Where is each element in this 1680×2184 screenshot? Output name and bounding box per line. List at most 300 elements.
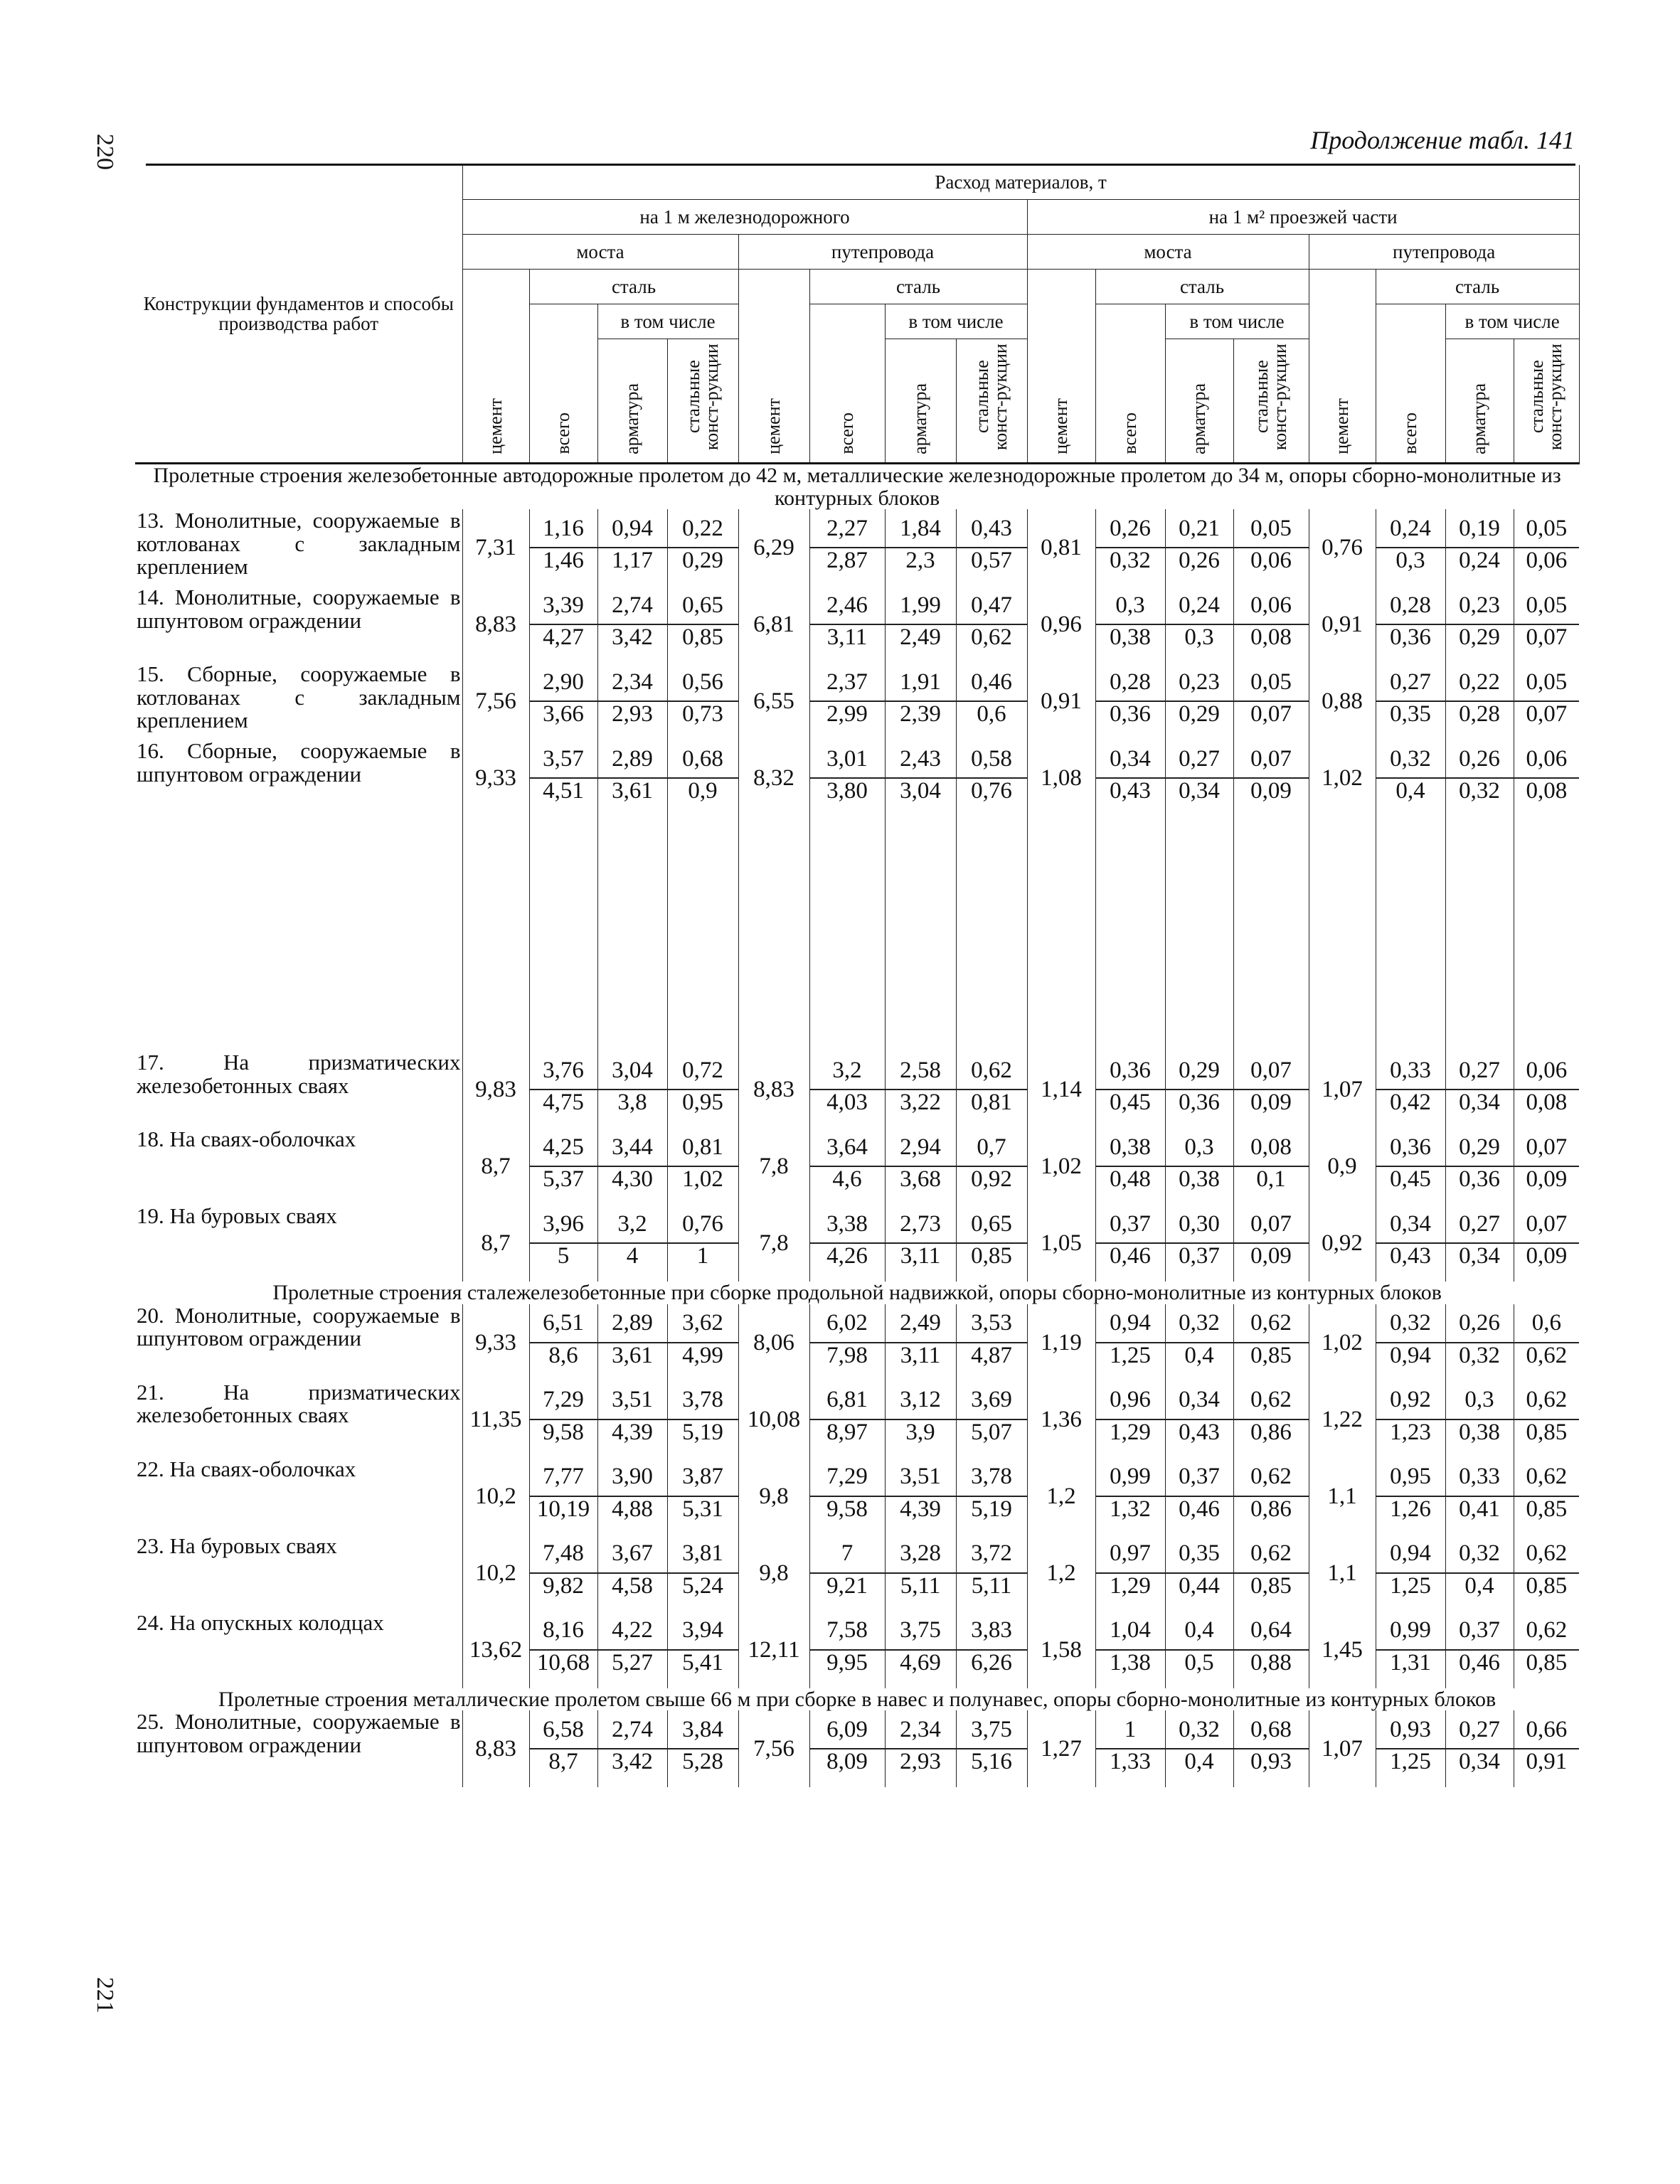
value-cell-alt: 8,7 bbox=[529, 1749, 597, 1787]
value-cell: 0,3 bbox=[1165, 1128, 1233, 1166]
value-cell: 6,58 bbox=[529, 1710, 597, 1749]
value-cell-alt: 0,34 bbox=[1165, 778, 1233, 816]
value-cell: 0,3 bbox=[1095, 586, 1165, 624]
value-cell-alt: 0,46 bbox=[1445, 1650, 1514, 1688]
value-cell: 0,32 bbox=[1165, 1304, 1233, 1343]
value-cell: 6,51 bbox=[529, 1304, 597, 1343]
value-cell: 2,58 bbox=[885, 1051, 956, 1090]
value-cell: 0,65 bbox=[956, 1205, 1027, 1243]
value-cell: 0,37 bbox=[1095, 1205, 1165, 1243]
value-cell-alt: 0,93 bbox=[1233, 1749, 1309, 1787]
value-cell-alt: 4,87 bbox=[956, 1343, 1027, 1381]
value-cell-alt: 0,36 bbox=[1376, 624, 1445, 663]
header-steel-struct: стальные конст-рукции bbox=[1514, 339, 1579, 464]
value-cell: 3,2 bbox=[809, 1051, 885, 1090]
value-cell: 3,53 bbox=[956, 1304, 1027, 1343]
value-cell: 0,05 bbox=[1233, 509, 1309, 548]
value-cell: 3,51 bbox=[597, 1381, 667, 1419]
value-cell: 0,37 bbox=[1165, 1458, 1233, 1496]
value-cell-alt: 5,19 bbox=[956, 1496, 1027, 1535]
value-cell: 2,34 bbox=[597, 663, 667, 701]
value-cell: 3,62 bbox=[667, 1304, 738, 1343]
value-cell: 7,48 bbox=[529, 1535, 597, 1573]
value-cell-alt: 5,19 bbox=[667, 1419, 738, 1458]
value-cell-alt: 5,28 bbox=[667, 1749, 738, 1787]
header-cement: цемент bbox=[1309, 270, 1376, 464]
value-cell: 4,25 bbox=[529, 1128, 597, 1166]
cement-value: 0,76 bbox=[1309, 509, 1376, 586]
value-cell: 0,68 bbox=[1233, 1710, 1309, 1749]
header-including: в том числе bbox=[597, 304, 738, 339]
value-cell: 0,99 bbox=[1376, 1612, 1445, 1650]
table-row bbox=[135, 1458, 1579, 1496]
cement-value: 0,91 bbox=[1309, 586, 1376, 663]
value-cell: 3,01 bbox=[809, 740, 885, 778]
value-cell: 0,24 bbox=[1165, 586, 1233, 624]
value-cell-alt: 2,93 bbox=[885, 1749, 956, 1787]
row-name: 25. Монолитные, сооружаемые в шпунтовом ограждении bbox=[137, 1709, 461, 1757]
value-cell: 0,33 bbox=[1376, 1051, 1445, 1090]
value-cell-alt: 0,28 bbox=[1445, 701, 1514, 740]
value-cell: 3,38 bbox=[809, 1205, 885, 1243]
cement-value: 1,02 bbox=[1027, 1128, 1095, 1205]
value-cell-alt: 5,37 bbox=[529, 1166, 597, 1205]
value-cell-alt: 0,29 bbox=[1445, 624, 1514, 663]
value-cell-alt: 0,32 bbox=[1095, 548, 1165, 586]
value-cell-alt: 0,35 bbox=[1376, 701, 1445, 740]
value-cell: 3,90 bbox=[597, 1458, 667, 1496]
value-cell: 0,26 bbox=[1445, 1304, 1514, 1343]
value-cell-alt: 0,08 bbox=[1514, 1090, 1579, 1128]
value-cell: 7 bbox=[809, 1535, 885, 1573]
value-cell-alt: 9,58 bbox=[809, 1496, 885, 1535]
value-cell-alt: 4,27 bbox=[529, 624, 597, 663]
value-cell-alt: 4,39 bbox=[597, 1419, 667, 1458]
value-cell: 0,62 bbox=[956, 1051, 1027, 1090]
cement-value: 0,92 bbox=[1309, 1205, 1376, 1282]
value-cell: 3,64 bbox=[809, 1128, 885, 1166]
value-cell: 2,49 bbox=[885, 1304, 956, 1343]
value-cell-alt: 0,88 bbox=[1233, 1650, 1309, 1688]
value-cell: 3,69 bbox=[956, 1381, 1027, 1419]
cement-value: 1,36 bbox=[1027, 1381, 1095, 1458]
cement-value: 7,56 bbox=[738, 1710, 809, 1787]
gap-cell bbox=[1376, 816, 1445, 1051]
value-cell-alt: 3,42 bbox=[597, 1749, 667, 1787]
value-cell-alt: 0,85 bbox=[1233, 1343, 1309, 1381]
value-cell: 3,78 bbox=[956, 1458, 1027, 1496]
value-cell: 0,30 bbox=[1165, 1205, 1233, 1243]
value-cell-alt: 1,46 bbox=[529, 548, 597, 586]
blank-gap-row bbox=[135, 816, 1579, 1051]
value-cell: 0,27 bbox=[1165, 740, 1233, 778]
cement-value: 1,22 bbox=[1309, 1381, 1376, 1458]
value-cell: 0,62 bbox=[1233, 1458, 1309, 1496]
value-cell: 0,72 bbox=[667, 1051, 738, 1090]
value-cell: 0,94 bbox=[1095, 1304, 1165, 1343]
section-title-row bbox=[135, 464, 1579, 510]
value-cell-alt: 0,43 bbox=[1376, 1243, 1445, 1282]
row-name: 19. На буровых сваях bbox=[137, 1203, 337, 1229]
gap-cell bbox=[1445, 816, 1514, 1051]
value-cell-alt: 6,26 bbox=[956, 1650, 1027, 1688]
cement-value: 12,11 bbox=[738, 1612, 809, 1688]
value-cell-alt: 0,4 bbox=[1376, 778, 1445, 816]
row-label-header: Конструкции фундаментов и способы производства работ bbox=[135, 165, 462, 464]
value-cell-alt: 0,81 bbox=[956, 1090, 1027, 1128]
row-name: 20. Монолитные, сооружаемые в шпунтовом ограждении bbox=[137, 1302, 461, 1351]
value-cell: 7,29 bbox=[809, 1458, 885, 1496]
cement-value: 0,88 bbox=[1309, 663, 1376, 740]
value-cell: 0,21 bbox=[1165, 509, 1233, 548]
value-cell-alt: 0,1 bbox=[1233, 1166, 1309, 1205]
cement-value: 8,32 bbox=[738, 740, 809, 816]
value-cell-alt: 8,09 bbox=[809, 1749, 885, 1787]
value-cell-alt: 0,48 bbox=[1095, 1166, 1165, 1205]
value-cell-alt: 0,36 bbox=[1095, 701, 1165, 740]
gap-cell bbox=[1309, 816, 1376, 1051]
value-cell: 3,04 bbox=[597, 1051, 667, 1090]
value-cell: 3,94 bbox=[667, 1612, 738, 1650]
value-cell-alt: 0,34 bbox=[1445, 1243, 1514, 1282]
cement-value: 1,1 bbox=[1309, 1535, 1376, 1612]
value-cell-alt: 4,6 bbox=[809, 1166, 885, 1205]
cement-value: 1,08 bbox=[1027, 740, 1095, 816]
value-cell: 0,62 bbox=[1514, 1381, 1579, 1419]
value-cell-alt: 2,49 bbox=[885, 624, 956, 663]
value-cell: 0,26 bbox=[1095, 509, 1165, 548]
value-cell: 2,90 bbox=[529, 663, 597, 701]
value-cell-alt: 0,85 bbox=[1233, 1573, 1309, 1612]
table-row bbox=[135, 1612, 1579, 1650]
value-cell-alt: 3,61 bbox=[597, 1343, 667, 1381]
cement-value: 8,7 bbox=[462, 1128, 529, 1205]
value-cell-alt: 0,4 bbox=[1445, 1573, 1514, 1612]
value-cell-alt: 0,09 bbox=[1514, 1243, 1579, 1282]
cement-value: 7,8 bbox=[738, 1205, 809, 1282]
cement-value: 1,58 bbox=[1027, 1612, 1095, 1688]
value-cell-alt: 0,08 bbox=[1233, 624, 1309, 663]
value-cell: 7,29 bbox=[529, 1381, 597, 1419]
value-cell: 0,26 bbox=[1445, 740, 1514, 778]
row-name: 22. На сваях-оболочках bbox=[137, 1456, 356, 1481]
value-cell-alt: 1,25 bbox=[1376, 1573, 1445, 1612]
value-cell-alt: 0,45 bbox=[1095, 1090, 1165, 1128]
value-cell: 3,57 bbox=[529, 740, 597, 778]
value-cell-alt: 3,66 bbox=[529, 701, 597, 740]
value-cell-alt: 3,68 bbox=[885, 1166, 956, 1205]
value-cell-alt: 0,07 bbox=[1233, 701, 1309, 740]
value-cell-alt: 0,85 bbox=[1514, 1419, 1579, 1458]
cement-value: 1,14 bbox=[1027, 1051, 1095, 1128]
value-cell-alt: 9,21 bbox=[809, 1573, 885, 1612]
value-cell-alt: 0,06 bbox=[1514, 548, 1579, 586]
header-including: в том числе bbox=[885, 304, 1027, 339]
value-cell: 0,06 bbox=[1514, 740, 1579, 778]
header-materials: Расход материалов, т bbox=[462, 165, 1579, 200]
value-cell: 0,27 bbox=[1376, 663, 1445, 701]
value-cell-alt: 0,46 bbox=[1165, 1496, 1233, 1535]
value-cell: 0,32 bbox=[1376, 1304, 1445, 1343]
value-cell: 0,27 bbox=[1445, 1205, 1514, 1243]
value-cell: 2,74 bbox=[597, 1710, 667, 1749]
header-steel: сталь bbox=[809, 270, 1027, 304]
value-cell: 0,62 bbox=[1514, 1458, 1579, 1496]
value-cell-alt: 0,37 bbox=[1165, 1243, 1233, 1282]
cement-value: 7,8 bbox=[738, 1128, 809, 1205]
value-cell-alt: 1 bbox=[667, 1243, 738, 1282]
value-cell-alt: 2,87 bbox=[809, 548, 885, 586]
row-name: 15. Сборные, сооружаемые в котлованах с закладным креплением bbox=[137, 661, 461, 733]
value-cell: 1,04 bbox=[1095, 1612, 1165, 1650]
value-cell-alt: 0,6 bbox=[956, 701, 1027, 740]
cement-value: 1,02 bbox=[1309, 740, 1376, 816]
header-bridge: моста bbox=[1027, 235, 1309, 270]
gap-cell bbox=[529, 816, 597, 1051]
cement-value: 6,81 bbox=[738, 586, 809, 663]
value-cell: 2,46 bbox=[809, 586, 885, 624]
cement-value: 1,05 bbox=[1027, 1205, 1095, 1282]
value-cell: 0,27 bbox=[1445, 1051, 1514, 1090]
value-cell: 0,62 bbox=[1233, 1304, 1309, 1343]
value-cell: 0,66 bbox=[1514, 1710, 1579, 1749]
gap-cell bbox=[738, 816, 809, 1051]
value-cell-alt: 5 bbox=[529, 1243, 597, 1282]
value-cell: 3,39 bbox=[529, 586, 597, 624]
value-cell-alt: 0,07 bbox=[1514, 624, 1579, 663]
value-cell-alt: 0,3 bbox=[1165, 624, 1233, 663]
row-name: 23. На буровых сваях bbox=[137, 1533, 337, 1558]
materials-table bbox=[135, 165, 1580, 1787]
value-cell: 2,43 bbox=[885, 740, 956, 778]
value-cell-alt: 10,68 bbox=[529, 1650, 597, 1688]
value-cell-alt: 2,99 bbox=[809, 701, 885, 740]
value-cell: 1,84 bbox=[885, 509, 956, 548]
value-cell: 0,37 bbox=[1445, 1612, 1514, 1650]
table-row bbox=[135, 1304, 1579, 1343]
value-cell: 1,91 bbox=[885, 663, 956, 701]
value-cell-alt: 0,26 bbox=[1165, 548, 1233, 586]
value-cell-alt: 5,07 bbox=[956, 1419, 1027, 1458]
value-cell: 0,38 bbox=[1095, 1128, 1165, 1166]
row-name: 24. На опускных колодцах bbox=[137, 1609, 384, 1635]
value-cell-alt: 0,86 bbox=[1233, 1419, 1309, 1458]
value-cell-alt: 4,30 bbox=[597, 1166, 667, 1205]
section-title-row bbox=[135, 1282, 1579, 1304]
value-cell: 0,4 bbox=[1165, 1612, 1233, 1650]
gap-cell bbox=[597, 816, 667, 1051]
value-cell-alt: 3,9 bbox=[885, 1419, 956, 1458]
value-cell-alt: 8,6 bbox=[529, 1343, 597, 1381]
value-cell: 3,81 bbox=[667, 1535, 738, 1573]
gap-cell bbox=[1514, 816, 1579, 1051]
value-cell: 0,7 bbox=[956, 1128, 1027, 1166]
cement-value: 8,83 bbox=[738, 1051, 809, 1128]
header-total: всего bbox=[529, 304, 597, 464]
value-cell-alt: 0,86 bbox=[1233, 1496, 1309, 1535]
value-cell-alt: 0,34 bbox=[1445, 1090, 1514, 1128]
cement-value: 1,07 bbox=[1309, 1051, 1376, 1128]
value-cell-alt: 2,3 bbox=[885, 548, 956, 586]
value-cell: 0,24 bbox=[1376, 509, 1445, 548]
value-cell-alt: 5,27 bbox=[597, 1650, 667, 1688]
header-steel-struct: стальные конст-рукции bbox=[1233, 339, 1309, 464]
value-cell-alt: 0,32 bbox=[1445, 1343, 1514, 1381]
value-cell-alt: 5,11 bbox=[956, 1573, 1027, 1612]
cement-value: 11,35 bbox=[462, 1381, 529, 1458]
cement-value: 1,02 bbox=[1309, 1304, 1376, 1381]
value-cell: 0,05 bbox=[1514, 509, 1579, 548]
value-cell-alt: 1,38 bbox=[1095, 1650, 1165, 1688]
row-name: 14. Монолитные, сооружаемые в шпунтовом ограждении bbox=[137, 585, 461, 633]
value-cell: 0,47 bbox=[956, 586, 1027, 624]
value-cell: 3,44 bbox=[597, 1128, 667, 1166]
value-cell: 3,72 bbox=[956, 1535, 1027, 1573]
value-cell-alt: 0,32 bbox=[1445, 778, 1514, 816]
section-title: Пролетные строения металлические пролетом свыше 66 м при сборке в навес и полунавес, опоры сборно-монолитные из контурных блоков bbox=[218, 1687, 1496, 1711]
value-cell: 0,94 bbox=[597, 509, 667, 548]
cement-value: 6,55 bbox=[738, 663, 809, 740]
header-steel-struct: стальные конст-рукции bbox=[956, 339, 1027, 464]
cement-value: 7,56 bbox=[462, 663, 529, 740]
header-steel-struct: стальные конст-рукции bbox=[667, 339, 738, 464]
value-cell-alt: 1,25 bbox=[1095, 1343, 1165, 1381]
value-cell: 0,06 bbox=[1514, 1051, 1579, 1090]
value-cell: 0,64 bbox=[1233, 1612, 1309, 1650]
value-cell-alt: 0,41 bbox=[1445, 1496, 1514, 1535]
header-rebar: арматура bbox=[1165, 339, 1233, 464]
cement-value: 8,83 bbox=[462, 586, 529, 663]
cement-value: 7,31 bbox=[462, 509, 529, 586]
header-steel: сталь bbox=[1095, 270, 1309, 304]
value-cell-alt: 10,19 bbox=[529, 1496, 597, 1535]
value-cell-alt: 0,09 bbox=[1233, 1243, 1309, 1282]
value-cell: 0,19 bbox=[1445, 509, 1514, 548]
cement-value: 6,29 bbox=[738, 509, 809, 586]
value-cell: 1,16 bbox=[529, 509, 597, 548]
value-cell-alt: 0,07 bbox=[1514, 701, 1579, 740]
value-cell: 3,83 bbox=[956, 1612, 1027, 1650]
value-cell-alt: 0,44 bbox=[1165, 1573, 1233, 1612]
value-cell: 0,23 bbox=[1165, 663, 1233, 701]
value-cell: 0,07 bbox=[1514, 1205, 1579, 1243]
value-cell-alt: 0,94 bbox=[1376, 1343, 1445, 1381]
cement-value: 13,62 bbox=[462, 1612, 529, 1688]
value-cell-alt: 5,11 bbox=[885, 1573, 956, 1612]
value-cell-alt: 1,23 bbox=[1376, 1419, 1445, 1458]
gap-cell bbox=[885, 816, 956, 1051]
value-cell: 0,76 bbox=[667, 1205, 738, 1243]
value-cell-alt: 0,5 bbox=[1165, 1650, 1233, 1688]
value-cell: 3,84 bbox=[667, 1710, 738, 1749]
table-row bbox=[135, 1051, 1579, 1090]
header-overpass: путепровода bbox=[1309, 235, 1579, 270]
row-name: 18. На сваях-оболочках bbox=[137, 1126, 356, 1152]
value-cell: 2,27 bbox=[809, 509, 885, 548]
value-cell-alt: 0,9 bbox=[667, 778, 738, 816]
header-per-road: на 1 м² проезжей части bbox=[1027, 200, 1579, 235]
header-overpass: путепровода bbox=[738, 235, 1027, 270]
row-name: 17. На призматических железобетонных сваях bbox=[137, 1050, 461, 1098]
cement-value: 1,2 bbox=[1027, 1535, 1095, 1612]
cement-value: 1,1 bbox=[1309, 1458, 1376, 1535]
cement-value: 8,7 bbox=[462, 1205, 529, 1282]
value-cell-alt: 3,04 bbox=[885, 778, 956, 816]
value-cell-alt: 0,36 bbox=[1445, 1166, 1514, 1205]
row-name: 13. Монолитные, сооружаемые в котлованах с закладным креплением bbox=[137, 508, 461, 580]
value-cell: 0,34 bbox=[1095, 740, 1165, 778]
header-total: всего bbox=[1095, 304, 1165, 464]
value-cell-alt: 4,39 bbox=[885, 1496, 956, 1535]
value-cell-alt: 7,98 bbox=[809, 1343, 885, 1381]
value-cell-alt: 5,24 bbox=[667, 1573, 738, 1612]
value-cell: 3,87 bbox=[667, 1458, 738, 1496]
value-cell-alt: 1,29 bbox=[1095, 1419, 1165, 1458]
value-cell-alt: 3,11 bbox=[809, 624, 885, 663]
value-cell-alt: 0,42 bbox=[1376, 1090, 1445, 1128]
value-cell-alt: 0,95 bbox=[667, 1090, 738, 1128]
gap-cell bbox=[1027, 816, 1095, 1051]
value-cell: 2,94 bbox=[885, 1128, 956, 1166]
value-cell-alt: 0,57 bbox=[956, 548, 1027, 586]
value-cell-alt: 3,61 bbox=[597, 778, 667, 816]
header-including: в том числе bbox=[1165, 304, 1309, 339]
value-cell-alt: 5,41 bbox=[667, 1650, 738, 1688]
value-cell: 0,05 bbox=[1233, 663, 1309, 701]
gap-cell bbox=[956, 816, 1027, 1051]
value-cell: 3,75 bbox=[956, 1710, 1027, 1749]
value-cell-alt: 0,4 bbox=[1165, 1749, 1233, 1787]
value-cell-alt: 0,08 bbox=[1514, 778, 1579, 816]
table-row bbox=[135, 509, 1579, 548]
value-cell-alt: 0,85 bbox=[956, 1243, 1027, 1282]
value-cell-alt: 1,26 bbox=[1376, 1496, 1445, 1535]
value-cell-alt: 0,4 bbox=[1165, 1343, 1233, 1381]
value-cell: 0,06 bbox=[1233, 586, 1309, 624]
value-cell: 0,05 bbox=[1514, 663, 1579, 701]
table-row bbox=[135, 1128, 1579, 1166]
value-cell-alt: 4,99 bbox=[667, 1343, 738, 1381]
table-row bbox=[135, 586, 1579, 624]
value-cell-alt: 4,69 bbox=[885, 1650, 956, 1688]
table-row bbox=[135, 740, 1579, 778]
value-cell-alt: 0,92 bbox=[956, 1166, 1027, 1205]
value-cell-alt: 0,62 bbox=[1514, 1343, 1579, 1381]
gap-cell bbox=[1233, 816, 1309, 1051]
header-total: всего bbox=[1376, 304, 1445, 464]
page-number-bottom: 221 bbox=[92, 1977, 118, 2013]
value-cell: 0,93 bbox=[1376, 1710, 1445, 1749]
value-cell: 0,33 bbox=[1445, 1458, 1514, 1496]
value-cell: 0,34 bbox=[1376, 1205, 1445, 1243]
value-cell-alt: 0,29 bbox=[667, 548, 738, 586]
value-cell-alt: 0,38 bbox=[1445, 1419, 1514, 1458]
cement-value: 9,33 bbox=[462, 1304, 529, 1381]
value-cell: 0,43 bbox=[956, 509, 1027, 548]
value-cell: 0,62 bbox=[1233, 1535, 1309, 1573]
section-title: Пролетные строения сталежелезобетонные при сборке продольной надвижкой, опоры сборно-монолитные из контурных блоков bbox=[272, 1281, 1442, 1305]
cement-value: 0,9 bbox=[1309, 1128, 1376, 1205]
value-cell-alt: 0,85 bbox=[1514, 1573, 1579, 1612]
value-cell: 0,28 bbox=[1095, 663, 1165, 701]
value-cell: 3,75 bbox=[885, 1612, 956, 1650]
value-cell: 6,02 bbox=[809, 1304, 885, 1343]
value-cell: 0,32 bbox=[1376, 740, 1445, 778]
value-cell-alt: 9,58 bbox=[529, 1419, 597, 1458]
cement-value: 8,06 bbox=[738, 1304, 809, 1381]
value-cell-alt: 0,62 bbox=[956, 624, 1027, 663]
value-cell-alt: 4 bbox=[597, 1243, 667, 1282]
